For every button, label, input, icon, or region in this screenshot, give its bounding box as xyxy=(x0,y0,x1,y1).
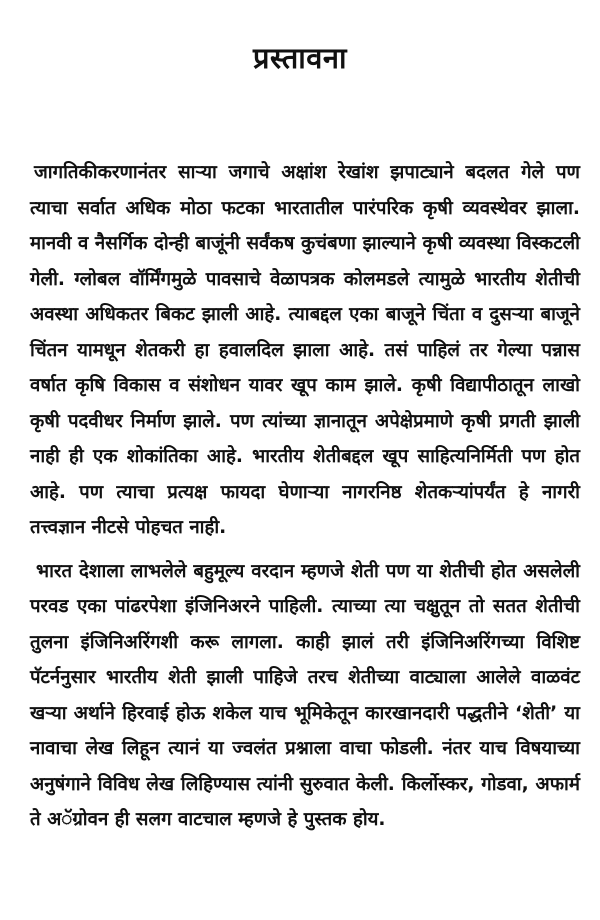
paragraph-2: भारत देशाला लाभलेले बहुमूल्य वरदान म्हणजे शेती पण या शेतीची होत असलेली परवड एका पांढरपेशा इंजिनिअरने पाहिली. त्याच्या त्या चक्षुतून तो सतत शेतीची तुलना इंजिनिअरिंगशी करू लागला. काही झालं तरी इंजिनिअरिंगच्या विशिष्ट पॅटर्ननुसार भारतीय शेती झाली पाहिजे तरच शेतीच्या वाट्याला आलेले वाळवंट खऱ्या अर्थाने हिरवाई होऊ शकेल याच भूमिकेतून कारखानदारी पद्धतीने ‘शेती’ या नावाचा लेख लिहून त्यानं या ज्वलंत प्रश्नाला वाचा फोडली. नंतर याच विषयाच्या अनुषंगाने विविध लेख लिहिण्यास त्यांनी सुरुवात केली. किर्लोस्कर, गोडवा, अफार्म ते अॅग्रोवन ही सलग वाटचाल म्हणजे हे पुस्तक होय. xyxy=(30,560,580,830)
paragraph-1: जागतिकीकरणानंतर साऱ्या जगाचे अक्षांश रेखांश झपाट्याने बदलत गेले पण त्याचा सर्वात अधिक मोठा फटका भारतातील पारंपरिक कृषी व्यवस्थेवर झाला. मानवी व नैसर्गिक दोन्ही बाजूंनी सर्वंकष कुचंबणा झाल्याने कृषी व्यवस्था विस्कटली गेली. ग्लोबल वॉर्मिंगमुळे पावसाचे वेळापत्रक कोलमडले त्यामुळे भारतीय शेतीची अवस्था अधिकतर बिकट झाली आहे. त्याबद्दल एका बाजूने चिंता व दुसऱ्या बाजूने चिंतन यामधून शेतकरी हा हवालदिल झाला आहे. तसं पाहिलं तर गेल्या पन्नास वर्षात कृषि विकास व संशोधन यावर खूप काम झाले. कृषी विद्यापीठातून लाखो कृषी पदवीधर निर्माण झाले. पण त्यांच्या ज्ञानातून अपेक्षेप्रमाणे कृषी प्रगती झाली नाही ही एक शोकांतिका आहे. भारतीय शेतीबद्दल खूप साहित्यनिर्मिती पण होत आहे. पण त्याचा प्रत्यक्ष फायदा घेणाऱ्या नागरनिष्ठ शेतकऱ्यांपर्यंत हे नागरी तत्त्वज्ञान नीटसे पोहचत नाही. xyxy=(30,162,580,538)
body-text xyxy=(30,155,580,838)
page-title: प्रस्तावना xyxy=(252,41,348,75)
